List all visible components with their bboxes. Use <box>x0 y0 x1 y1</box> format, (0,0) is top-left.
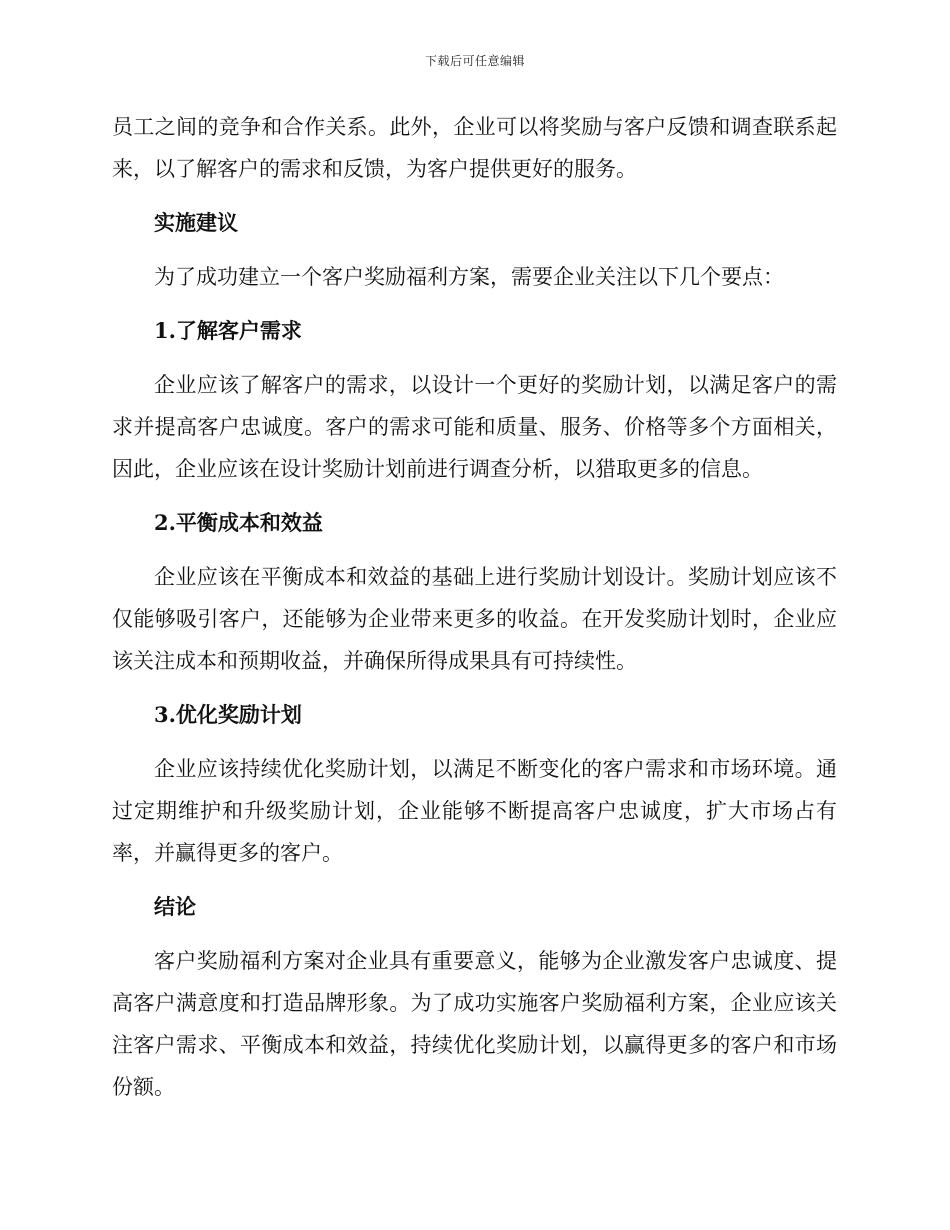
page-header-note: 下载后可任意编辑 <box>424 54 525 68</box>
document-body <box>112 106 837 1108</box>
spacer <box>112 928 837 940</box>
paragraph-conclusion: 客户奖励福利方案对企业具有重要意义，能够为企业激发客户忠诚度、提高客户满意度和打造品牌形象。为了成功实施客户奖励福利方案，企业应该关注客户需求、平衡成本和效益，持续优化奖励计划，以赢得更多的客户和市场份额。 <box>112 949 837 1099</box>
spacer <box>112 190 837 202</box>
spacer <box>112 298 837 310</box>
spacer <box>112 544 837 556</box>
spacer <box>112 874 837 886</box>
section-heading-conclusion: 结论 <box>154 894 196 919</box>
spacer <box>112 244 837 256</box>
section-heading-implementation: 实施建议 <box>154 210 238 235</box>
paragraph-intro: 为了成功建立一个客户奖励福利方案，需要企业关注以下几个要点： <box>154 265 784 289</box>
paragraph-customer-needs: 企业应该了解客户的需求，以设计一个更好的奖励计划，以满足客户的需求并提高客户忠诚度。客户的需求可能和质量、服务、价格等多个方面相关，因此，企业应该在设计奖励计划前进行调查分析，以猎取更多的信息。 <box>112 373 837 481</box>
spacer <box>112 352 837 364</box>
spacer <box>112 490 837 502</box>
spacer <box>112 736 837 748</box>
paragraph-cost-benefit: 企业应该在平衡成本和效益的基础上进行奖励计划设计。奖励计划应该不仅能够吸引客户，还能够为企业带来更多的收益。在开发奖励计划时，企业应该关注成本和预期收益，并确保所得成果具有可持续性。 <box>112 565 837 673</box>
subheading-customer-needs: 1.了解客户需求 <box>154 318 302 343</box>
paragraph-optimize-plan: 企业应该持续优化奖励计划，以满足不断变化的客户需求和市场环境。通过定期维护和升级奖励计划，企业能够不断提高客户忠诚度，扩大市场占有率，并赢得更多的客户。 <box>112 757 837 865</box>
subheading-cost-benefit: 2.平衡成本和效益 <box>154 510 323 535</box>
spacer <box>112 682 837 694</box>
paragraph-continuation: 员工之间的竞争和合作关系。此外，企业可以将奖励与客户反馈和调查联系起来，以了解客户的需求和反馈，为客户提供更好的服务。 <box>112 115 837 181</box>
subheading-optimize-plan: 3.优化奖励计划 <box>154 702 302 727</box>
